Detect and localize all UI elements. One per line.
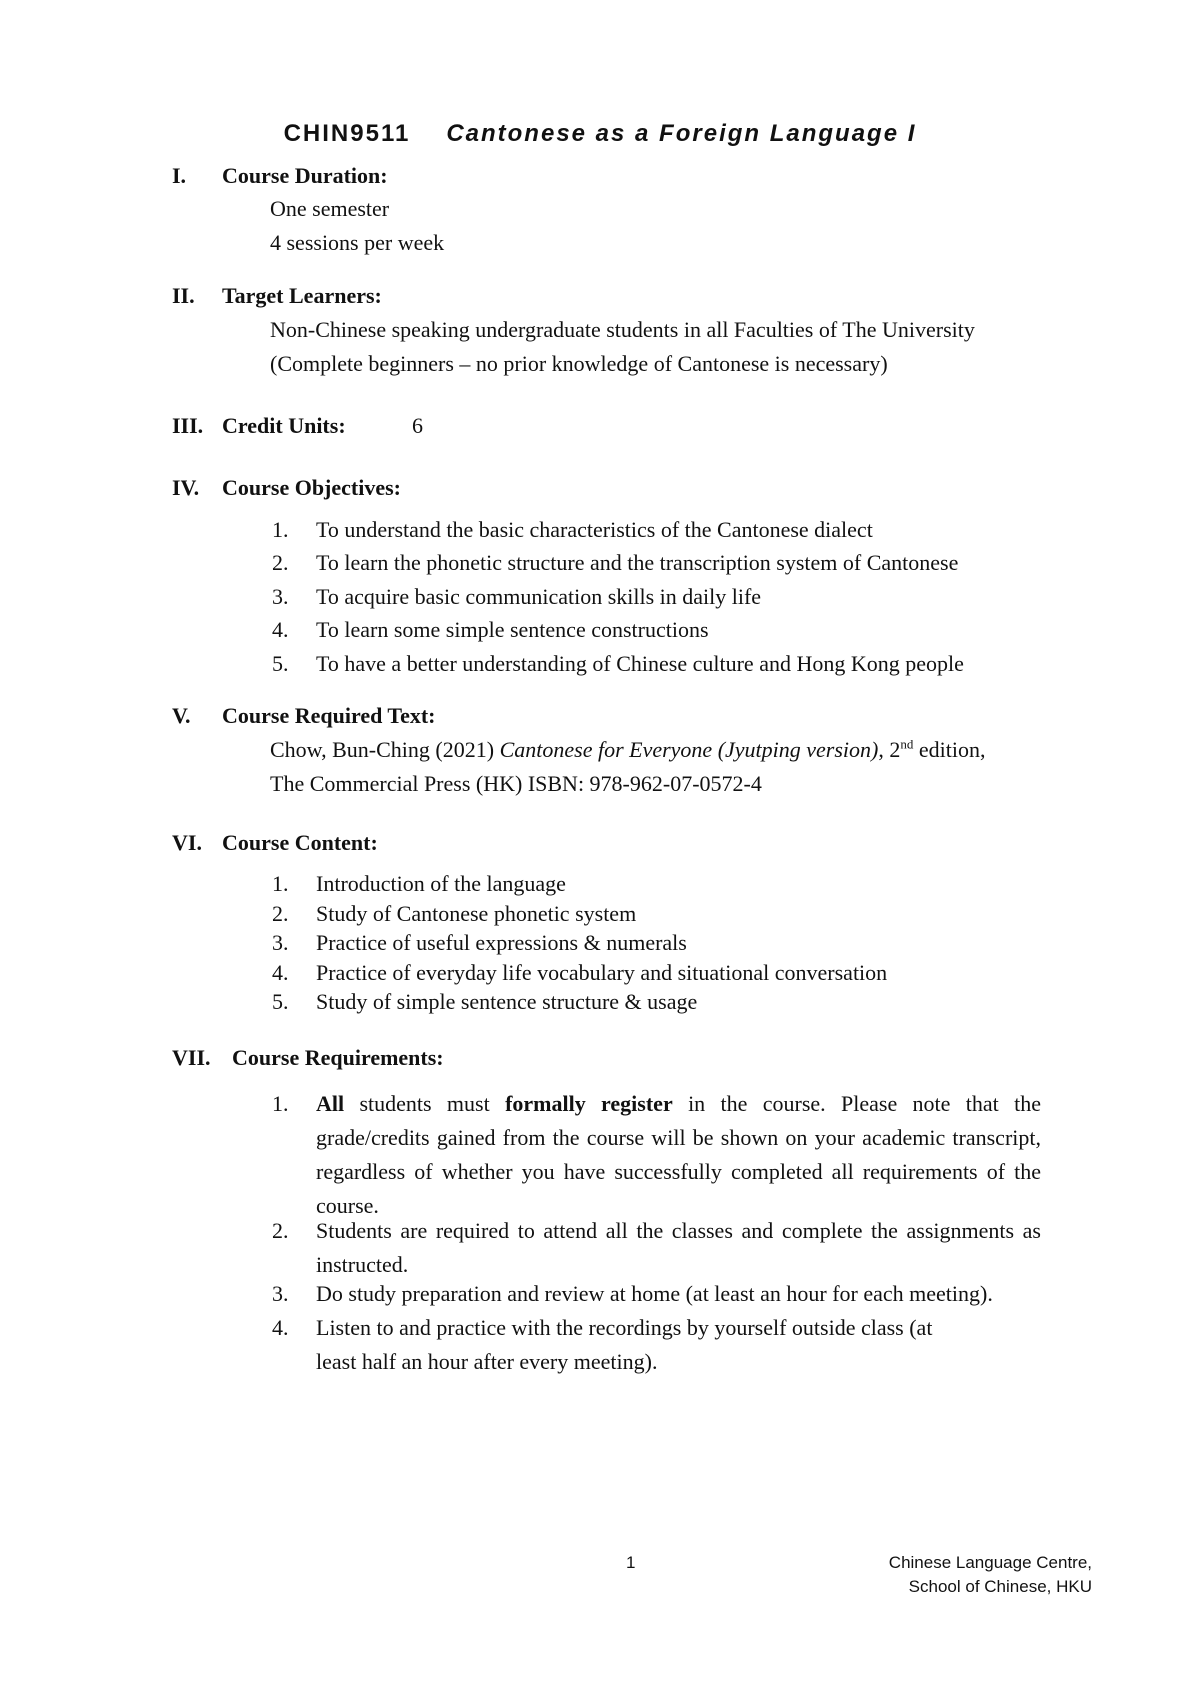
list-item: Introduction of the language bbox=[316, 871, 566, 896]
duration-line-1: One semester bbox=[270, 196, 390, 221]
edition-superscript: nd bbox=[900, 736, 914, 752]
course-code: CHIN9511 bbox=[283, 120, 411, 147]
list-number: 1. bbox=[272, 1091, 289, 1116]
section-title: Credit Units: bbox=[222, 413, 346, 438]
list-item: To acquire basic communication skills in daily life bbox=[316, 584, 762, 609]
list-number: 1. bbox=[272, 871, 289, 896]
learners-line-1: Non-Chinese speaking undergraduate students in all Faculties of The University bbox=[270, 317, 975, 342]
credit-units-value: 6 bbox=[412, 413, 423, 438]
footer-org-line-2: School of Chinese, HKU bbox=[908, 1577, 1092, 1596]
course-title bbox=[0, 120, 1200, 148]
section-number: II. bbox=[172, 283, 195, 308]
section-title: Course Required Text: bbox=[222, 703, 436, 728]
section-title: Course Objectives: bbox=[222, 475, 402, 500]
list-item: To understand the basic characteristics of the Cantonese dialect bbox=[316, 517, 873, 542]
list-item: To learn the phonetic structure and the transcription system of Cantonese bbox=[316, 550, 959, 575]
list-number: 2. bbox=[272, 901, 289, 926]
footer-org-line-1: Chinese Language Centre, bbox=[888, 1553, 1092, 1572]
list-item bbox=[316, 1087, 1041, 1223]
section-number: III. bbox=[172, 413, 204, 438]
duration-line-2: 4 sessions per week bbox=[270, 230, 445, 255]
list-number: 3. bbox=[272, 584, 289, 609]
list-item: Do study preparation and review at home (at least an hour for each meeting). bbox=[316, 1281, 993, 1306]
section-number: IV. bbox=[172, 475, 200, 500]
section-number: I. bbox=[172, 163, 187, 188]
list-number: 4. bbox=[272, 1315, 289, 1340]
section-title: Target Learners: bbox=[222, 283, 382, 308]
list-number: 3. bbox=[272, 1281, 289, 1306]
list-item-line-2: least half an hour after every meeting). bbox=[316, 1349, 658, 1374]
list-item: Students are required to attend all the classes and complete the assignments as instructed. bbox=[316, 1218, 1041, 1277]
list-number: 3. bbox=[272, 930, 289, 955]
list-number: 4. bbox=[272, 960, 289, 985]
citation-edition-suffix: edition, bbox=[913, 737, 986, 762]
list-number: 2. bbox=[272, 1218, 289, 1243]
requirement-text: students must bbox=[344, 1091, 506, 1116]
section-number: VI. bbox=[172, 830, 202, 855]
emphasis-text: formally register bbox=[505, 1091, 673, 1116]
list-number: 2. bbox=[272, 550, 289, 575]
learners-line-2: (Complete beginners – no prior knowledge of Cantonese is necessary) bbox=[270, 351, 888, 376]
required-text-publisher: The Commercial Press (HK) ISBN: 978-962-07-0572-4 bbox=[270, 771, 762, 796]
list-number: 1. bbox=[272, 517, 289, 542]
section-number: VII. bbox=[172, 1045, 211, 1070]
list-number: 5. bbox=[272, 651, 289, 676]
section-number: V. bbox=[172, 703, 191, 728]
list-item: Practice of useful expressions & numerals bbox=[316, 930, 687, 955]
emphasis-text: All bbox=[316, 1091, 345, 1116]
section-title: Course Duration: bbox=[222, 163, 388, 188]
list-item: To have a better understanding of Chinese culture and Hong Kong people bbox=[316, 651, 964, 676]
required-text-citation bbox=[270, 736, 985, 764]
list-number: 4. bbox=[272, 617, 289, 642]
section-title: Course Requirements: bbox=[232, 1045, 444, 1070]
list-number: 5. bbox=[272, 989, 289, 1014]
requirement-text: in the course. Please note that the grade/credits gained from the course will be shown on your academic transcript, regardless of whether you have successfully completed all requirements of the course. bbox=[316, 1091, 1041, 1218]
list-item: Practice of everyday life vocabulary and situational conversation bbox=[316, 960, 888, 985]
list-item: Study of Cantonese phonetic system bbox=[316, 901, 637, 926]
list-item: To learn some simple sentence constructions bbox=[316, 617, 709, 642]
list-item-line-1: Listen to and practice with the recordings by yourself outside class (at bbox=[316, 1315, 933, 1340]
citation-author: Chow, Bun-Ching (2021) bbox=[270, 737, 500, 762]
course-name: Cantonese as a Foreign Language I bbox=[446, 120, 917, 147]
citation-book-title: Cantonese for Everyone (Jyutping version) bbox=[499, 737, 879, 762]
page-number: 1 bbox=[626, 1553, 636, 1572]
list-item: Study of simple sentence structure & usage bbox=[316, 989, 698, 1014]
section-title: Course Content: bbox=[222, 830, 378, 855]
citation-edition: , 2 bbox=[878, 737, 901, 762]
